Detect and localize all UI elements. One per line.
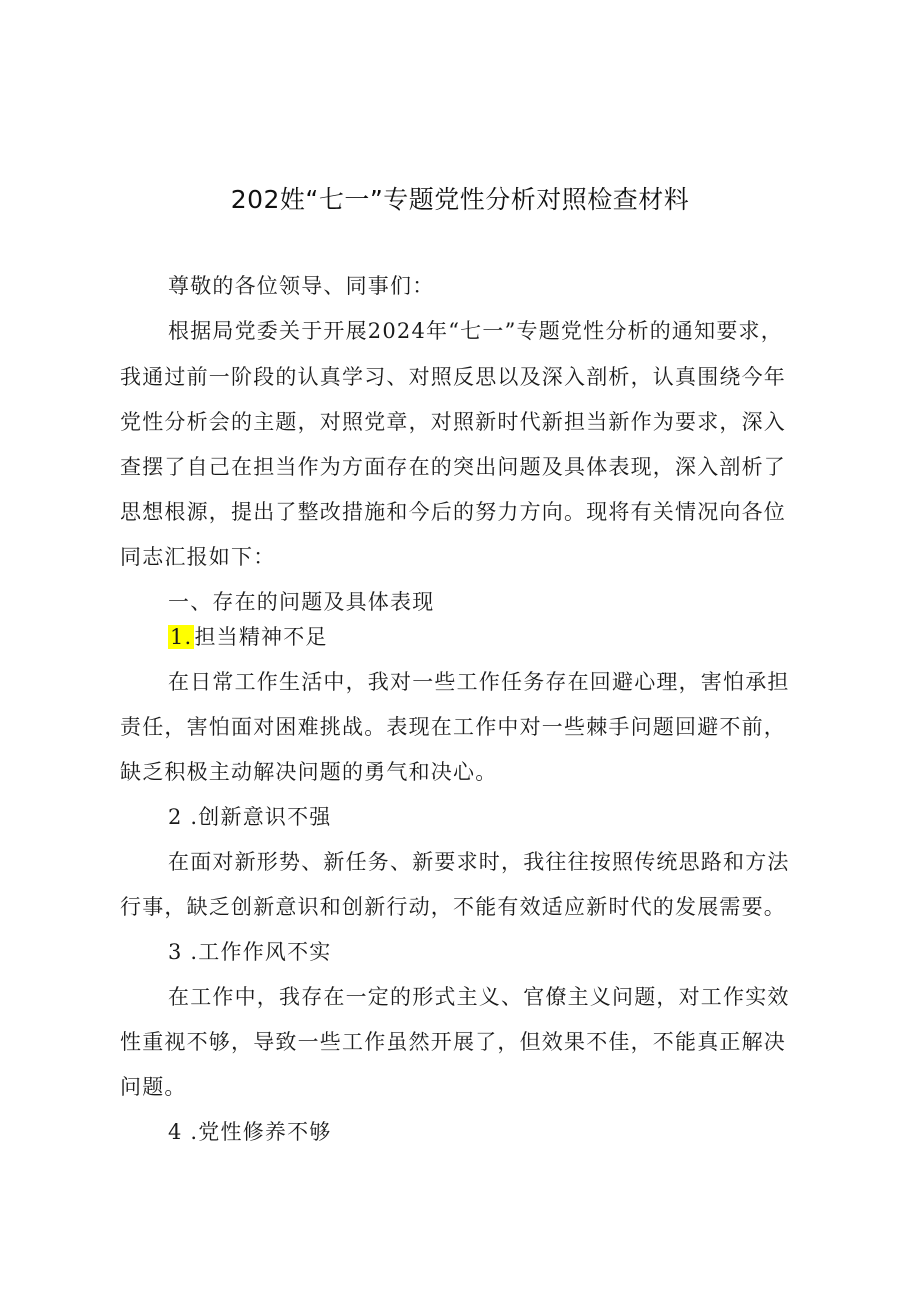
item-3-line: 在工作中，我存在一定的形式主义、官僚主义问题，对工作实效 (168, 985, 790, 1009)
intro-line: 我通过前一阶段的认真学习、对照反思以及深入剖析，认真围绕今年 (120, 365, 786, 389)
highlighted-number: 1. (170, 625, 193, 649)
item-2-line: 在面对新形势、新任务、新要求时，我往往按照传统思路和方法 (168, 850, 790, 874)
item-1-heading (168, 622, 328, 652)
intro-line: 党性分析会的主题，对照党章，对照新时代新担当新作为要求，深入 (120, 410, 786, 434)
item-3-line: 问题。 (120, 1075, 187, 1099)
item-4-heading: 4 .党性修养不够 (168, 1120, 332, 1144)
item-2-line: 行事，缺乏创新意识和创新行动，不能有效适应新时代的发展需要。 (120, 895, 786, 919)
intro-line: 查摆了自己在担当作为方面存在的突出问题及具体表现，深入剖析了 (120, 455, 786, 479)
item-3-line: 性重视不够，导致一些工作虽然开展了，但效果不佳，不能真正解决 (120, 1030, 786, 1054)
document-title: 202姓“七一”专题党性分析对照检查材料 (230, 185, 690, 214)
item-1-line: 缺乏积极主动解决问题的勇气和决心。 (120, 760, 498, 784)
intro-line: 同志汇报如下： (120, 545, 276, 569)
item-2-heading: 2 .创新意识不强 (168, 805, 332, 829)
section-heading: 一、存在的问题及具体表现 (168, 590, 435, 614)
item-3-heading: 3 .工作作风不实 (168, 940, 332, 964)
intro-line: 根据局党委关于开展2024年“七一”专题党性分析的通知要求， (168, 319, 783, 343)
item-1-heading-text: 担当精神不足 (194, 625, 328, 649)
item-1-line: 在日常工作生活中，我对一些工作任务存在回避心理，害怕承担 (168, 670, 790, 694)
intro-line: 思想根源，提出了整改措施和今后的努力方向。现将有关情况向各位 (120, 500, 786, 524)
item-1-line: 责任，害怕面对困难挑战。表现在工作中对一些棘手问题回避不前， (120, 715, 786, 739)
greeting: 尊敬的各位领导、同事们： (168, 274, 435, 298)
